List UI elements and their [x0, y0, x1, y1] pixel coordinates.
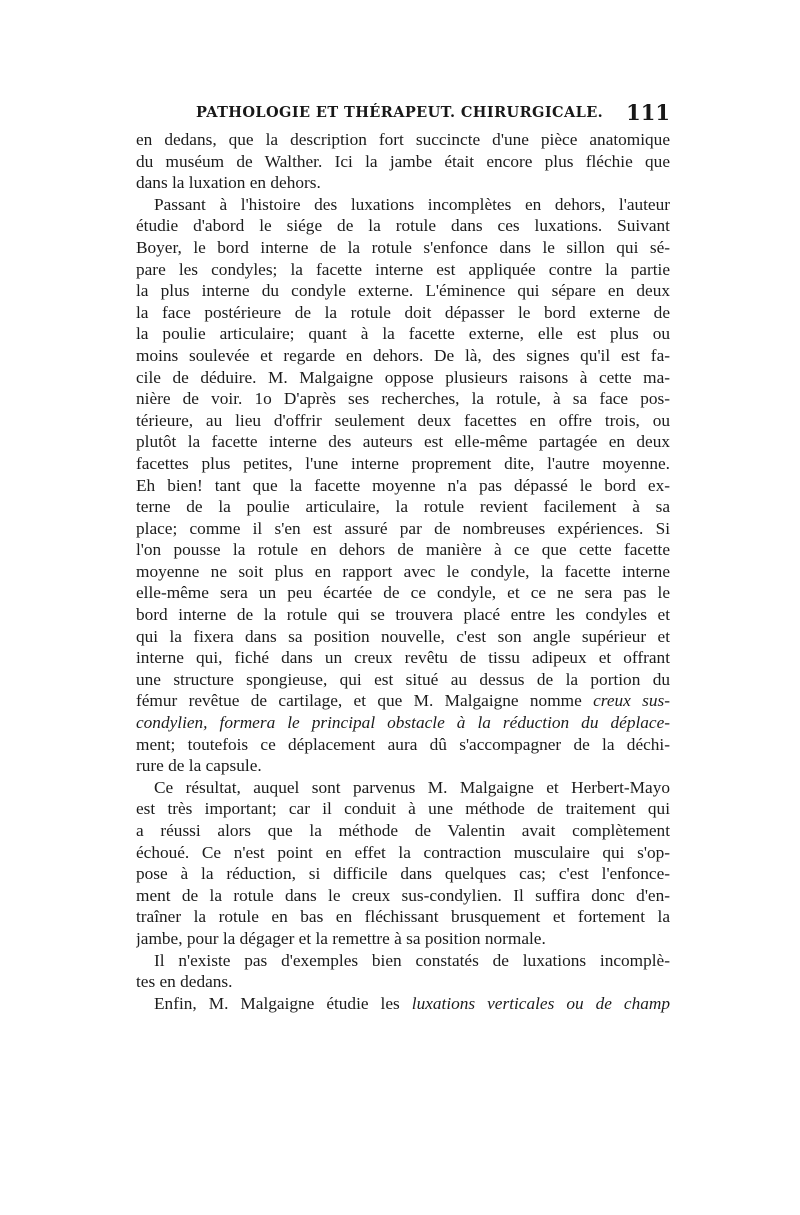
text-line: interne qui, fiché dans un creux revêtu de tissu adipeux et offrant [136, 648, 670, 668]
running-title: PATHOLOGIE ET THÉRAPEUT. CHIRURGICALE. [196, 104, 604, 121]
text-line: ment; toutefois ce déplacement aura dû s'accompagner de la déchi- [136, 734, 670, 754]
italic-term-continuation: condylien, formera le principal obstacle à la réduction du déplace- [136, 713, 670, 733]
text-line: échoué. Ce n'est point en effet la contraction musculaire qui s'op- [136, 842, 670, 862]
text-line: Eh bien! tant que la facette moyenne n'a pas dépassé le bord ex- [136, 475, 670, 495]
text-line: cile de déduire. M. Malgaigne oppose plusieurs raisons à cette ma- [136, 367, 670, 387]
text-line: pose à la réduction, si difficile dans quelques cas; c'est l'enfonce- [136, 864, 670, 884]
text-line: ment de la rotule dans le creux sus-condylien. Il suffira donc d'en- [136, 885, 670, 905]
paragraph-start-line: Passant à l'histoire des luxations incomplètes en dehors, l'auteur [154, 194, 670, 214]
text-span: fémur revêtue de cartilage, et que M. Malgaigne nomme [136, 691, 594, 711]
text-line: la face postérieure de la rotule doit dépasser le bord externe de [136, 302, 670, 322]
text-line: traîner la rotule en bas en fléchissant brusquement et fortement la [136, 907, 670, 927]
text-line: dans la luxation en dehors. [136, 173, 321, 193]
paragraph-start-line: Ce résultat, auquel sont parvenus M. Malgaigne et Herbert-Mayo [154, 777, 670, 797]
text-line: bord interne de la rotule qui se trouvera placé entre les condyles et [136, 605, 670, 625]
text-line: moyenne ne soit plus en rapport avec le condyle, la facette interne [136, 561, 670, 581]
paragraph-start-line-with-italic [136, 993, 670, 1015]
text-line: nière de voir. 1o D'après ses recherches, la rotule, à sa face pos- [136, 389, 670, 409]
text-line: térieure, au lieu d'offrir seulement deux facettes en offre trois, ou [136, 410, 670, 430]
text-line: du muséum de Walther. Ici la jambe était encore plus fléchie que [136, 151, 670, 171]
text-line: plutôt la facette interne des auteurs est elle-même partagée en deux [136, 432, 670, 452]
italic-term: luxations verticales ou de champ [411, 993, 670, 1013]
text-span: Enfin, M. Malgaigne étudie les [154, 993, 412, 1013]
text-line: jambe, pour la dégager et la remettre à sa position normale. [136, 928, 546, 948]
text-line: la plus interne du condyle externe. L'éminence qui sépare en deux [136, 281, 670, 301]
text-line: facettes plus petites, l'une interne proprement dite, l'autre moyenne. [136, 453, 670, 473]
text-line: Boyer, le bord interne de la rotule s'enfonce dans le sillon qui sé- [136, 237, 670, 257]
text-line: qui la fixera dans sa position nouvelle, c'est son angle supérieur et [136, 626, 670, 646]
text-line: a réussi alors que la méthode de Valentin avait complètement [136, 821, 670, 840]
text-line: est très important; car il conduit à une méthode de traitement qui [136, 799, 670, 819]
text-line-with-italic [136, 690, 670, 712]
text-line: la poulie articulaire; quant à la facette externe, elle est plus ou [136, 324, 670, 344]
text-line: l'on pousse la rotule en dehors de manière à ce que cette facette [136, 540, 670, 560]
running-head [196, 100, 670, 130]
text-line: rure de la capsule. [136, 756, 262, 776]
text-line: en dedans, que la description fort succincte d'une pièce anatomique [136, 130, 670, 149]
text-line: place; comme il s'en est assuré par de nombreuses expériences. Si [136, 518, 670, 538]
text-line: pare les condyles; la facette interne est appliquée contre la partie [136, 259, 670, 279]
italic-term: creux sus- [593, 691, 670, 711]
body-text [136, 129, 670, 1014]
text-line: étudie d'abord le siége de la rotule dans ces luxations. Suivant [136, 216, 670, 236]
text-line-italic-start [136, 712, 670, 734]
text-line: moins soulevée et regarde en dehors. De là, des signes qu'il est fa- [136, 345, 670, 365]
text-line: une structure spongieuse, qui est situé au dessus de la portion du [136, 669, 670, 689]
paragraph-start-line: Il n'existe pas d'exemples bien constatés de luxations incomplè- [154, 950, 670, 970]
text-line: elle-même sera un peu écartée de ce condyle, et ce ne sera pas le [136, 583, 670, 603]
text-line: terne de la poulie articulaire, la rotule revient facilement à sa [136, 497, 670, 517]
text-line: tes en dedans. [136, 972, 233, 992]
page-number: 111 [626, 100, 670, 125]
